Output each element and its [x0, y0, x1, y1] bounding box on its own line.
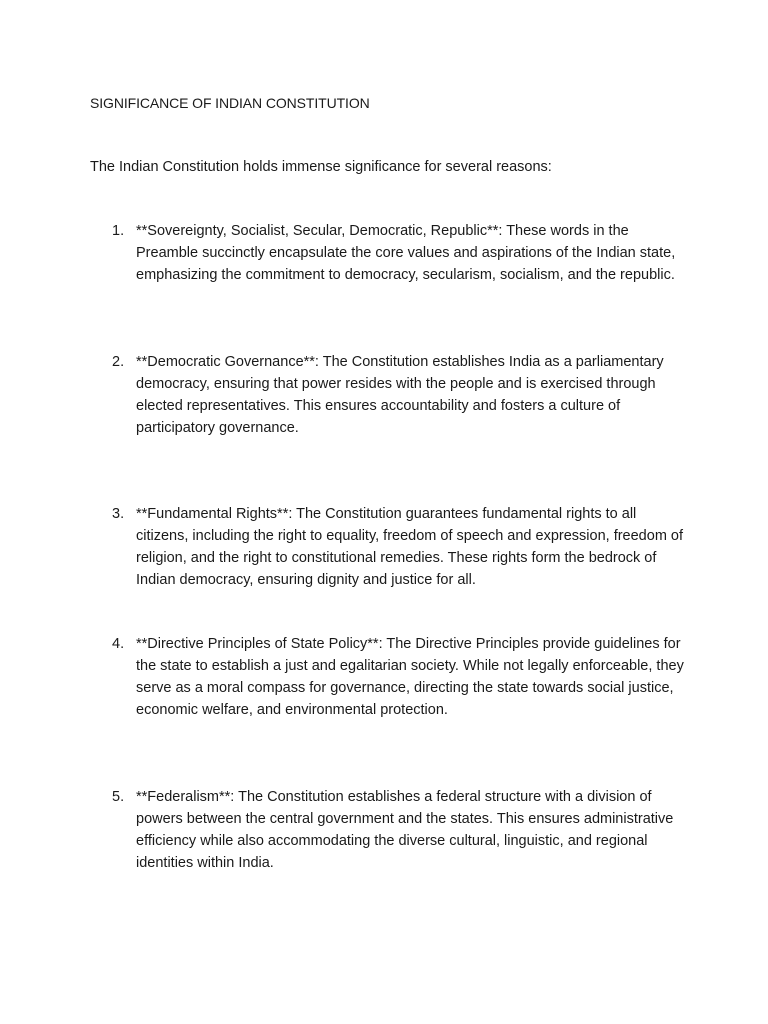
list-item	[112, 503, 692, 591]
list-item-number: 5.	[112, 789, 125, 805]
list-item-number: 2.	[112, 354, 125, 370]
list-item	[112, 633, 692, 721]
list-item-number: 3.	[112, 506, 125, 522]
intro-paragraph: The Indian Constitution holds immense significance for several reasons:	[90, 159, 552, 175]
list-item	[112, 351, 692, 439]
list-item-number: 1.	[112, 223, 125, 239]
list-item-number: 4.	[112, 636, 125, 652]
list-item-text: **Federalism**: The Constitution establishes a federal structure with a division of powers between the central government and the states. This ensures administrative efficiency while also accommodating the diverse cultural, linguistic, and regional identities within India.	[136, 789, 674, 871]
list-item-text: **Directive Principles of State Policy**: The Directive Principles provide guidelines for the state to establish a just and egalitarian society. While not legally enforceable, they serve as a moral compass for governance, directing the state towards social justice, economic welfare, and environmental protection.	[136, 636, 684, 718]
list-item	[112, 786, 692, 874]
list-item	[112, 220, 692, 286]
list-item-text: **Democratic Governance**: The Constitution establishes India as a parliamentary democracy, ensuring that power resides with the people and is exercised through elected representatives. This ensures accountability and fosters a culture of participatory governance.	[136, 354, 664, 436]
list-item-text: **Sovereignty, Socialist, Secular, Democratic, Republic**: These words in the Preamble succinctly encapsulate the core values and aspirations of the Indian state, emphasizing the commitment to democracy, secularism, socialism, and the republic.	[136, 223, 676, 283]
document-title: SIGNIFICANCE OF INDIAN CONSTITUTION	[90, 95, 370, 111]
list-item-text: **Fundamental Rights**: The Constitution guarantees fundamental rights to all citizens, including the right to equality, freedom of speech and expression, freedom of religion, and the right to constitutional remedies. These rights form the bedrock of Indian democracy, ensuring dignity and justice for all.	[136, 506, 684, 588]
